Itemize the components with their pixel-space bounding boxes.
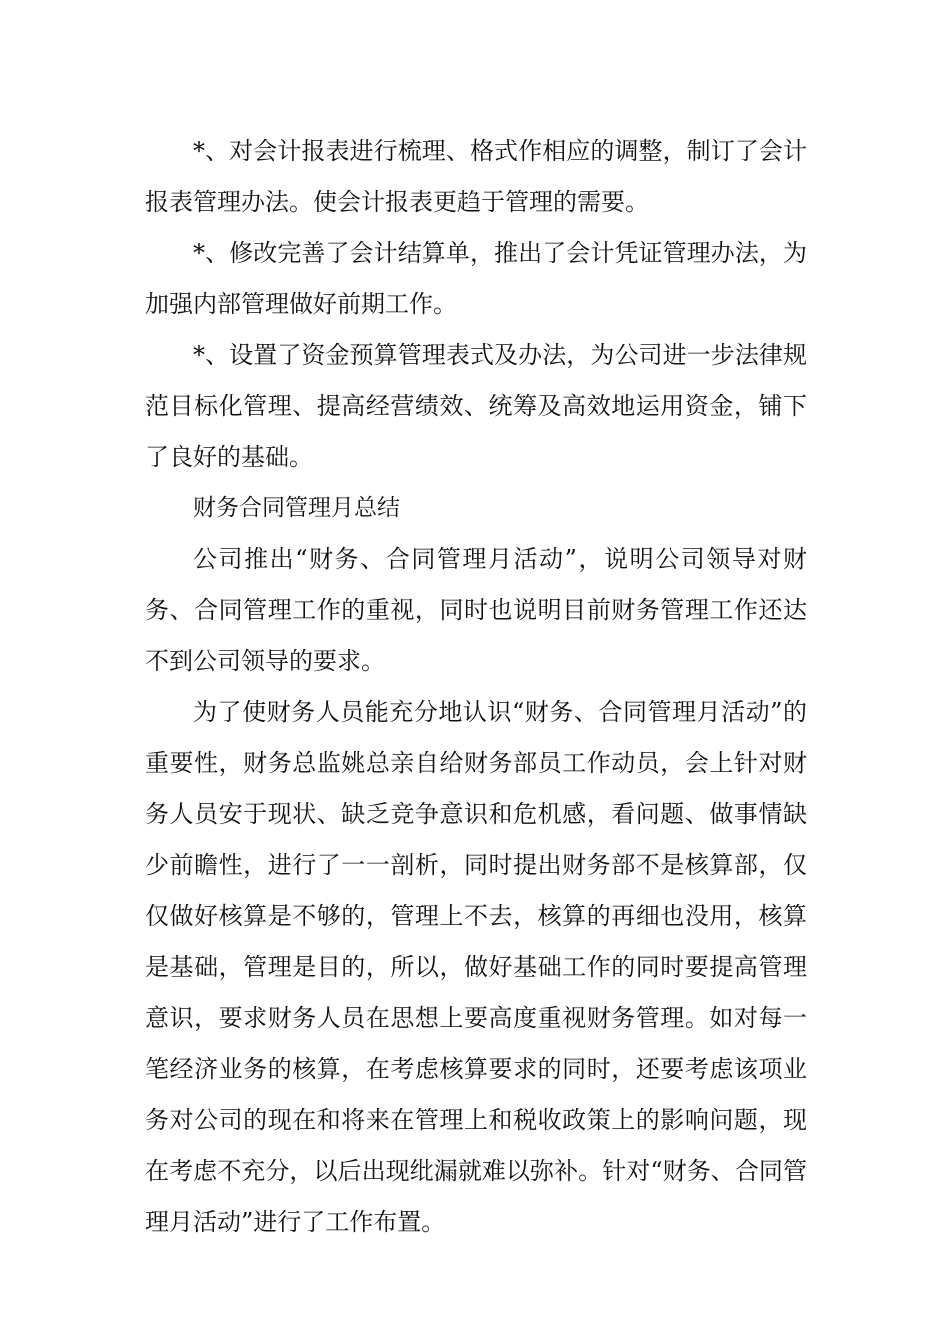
paragraph-budget-management: *、设置了资金预算管理表式及办法，为公司进一步法律规范目标化管理、提高经营绩效、统筹及高效地运用资金，铺下了良好的基础。 — [145, 341, 807, 471]
paragraph-activity-launch: 公司推出“财务、合同管理月活动”，说明公司领导对财务、合同管理工作的重视，同时也说明目前财务管理工作还达不到公司领导的要求。 — [145, 545, 807, 675]
paragraph-report-format: *、对会计报表进行梳理、格式作相应的调整，制订了会计报表管理办法。使会计报表更趋于管理的需要。 — [145, 137, 807, 216]
paragraph-settlement-voucher: *、修改完善了会计结算单，推出了会计凭证管理办法，为加强内部管理做好前期工作。 — [145, 239, 807, 318]
paragraph-mobilization: 为了使财务人员能充分地认识“财务、合同管理月活动”的重要性，财务总监姚总亲自给财务部员工作动员，会上针对财务人员安于现状、缺乏竞争意识和危机感，看问题、做事情缺少前瞻性，进行了一一剖析，同时提出财务部不是核算部，仅仅做好核算是不够的，管理上不去，核算的再细也没用，核算是基础，管理是目的，所以，做好基础工作的同时要提高管理意识，要求财务人员在思想上要高度重视财务管理。如对每一笔经济业务的核算，在考虑核算要求的同时，还要考虑该项业务对公司的现在和将来在管理上和税收政策上的影响问题，现在考虑不充分，以后出现纰漏就难以弥补。针对“财务、合同管理月活动”进行了工作布置。 — [145, 698, 807, 1236]
document-body — [145, 126, 807, 1248]
section-title: 财务合同管理月总结 — [193, 495, 400, 521]
